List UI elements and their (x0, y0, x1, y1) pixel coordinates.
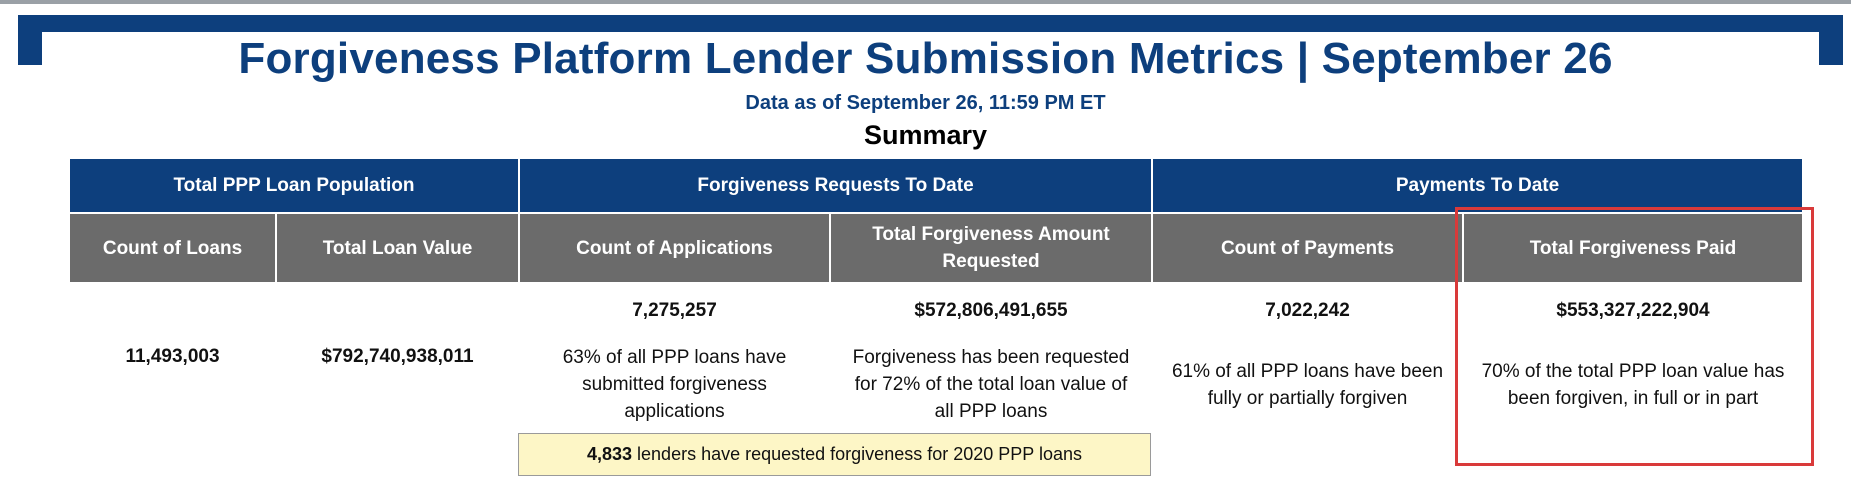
group-header-payments: Payments To Date (1152, 158, 1803, 213)
note-requested: Forgiveness has been requested for 72% of the total loan value of all PPP loans (830, 339, 1152, 430)
column-header-total-loan-value: Total Loan Value (276, 213, 519, 283)
value-total-forgiveness-requested: $572,806,491,655 (830, 283, 1152, 339)
column-header-total-forgiveness-requested: Total Forgiveness Amount Requested (830, 213, 1152, 283)
lender-callout (518, 433, 1151, 476)
note-payments: 61% of all PPP loans have been fully or partially forgiven (1152, 339, 1463, 430)
lender-count: 4,833 (586, 444, 633, 464)
value-count-of-loans: 11,493,003 (69, 283, 276, 430)
lender-callout-text: lenders have requested forgiveness for 2020 PPP loans (632, 444, 1082, 464)
header-bar (18, 15, 1843, 32)
data-timestamp: Data as of September 26, 11:59 PM ET (745, 92, 1106, 114)
column-header-count-of-loans: Count of Loans (69, 213, 276, 283)
value-count-of-applications: 7,275,257 (519, 283, 830, 339)
group-header-forgiveness-requests: Forgiveness Requests To Date (519, 158, 1152, 213)
value-total-loan-value: $792,740,938,011 (276, 283, 519, 430)
group-header-row (69, 158, 1803, 213)
value-count-of-payments: 7,022,242 (1152, 283, 1463, 339)
page-title: Forgiveness Platform Lender Submission Metrics | September 26 (238, 34, 1613, 83)
note-applications: 63% of all PPP loans have submitted forgiveness applications (519, 339, 830, 430)
column-header-count-of-applications: Count of Applications (519, 213, 830, 283)
highlight-annotation (1455, 207, 1814, 466)
section-heading: Summary (863, 120, 988, 150)
group-header-loan-population: Total PPP Loan Population (69, 158, 519, 213)
top-rule (0, 0, 1851, 4)
note-paid: 70% of the total PPP loan value has been forgiven, in full or in part (1463, 339, 1803, 430)
value-total-forgiveness-paid: $553,327,222,904 (1463, 283, 1803, 339)
column-header-count-of-payments: Count of Payments (1152, 213, 1463, 283)
column-header-total-forgiveness-paid: Total Forgiveness Paid (1463, 213, 1803, 283)
